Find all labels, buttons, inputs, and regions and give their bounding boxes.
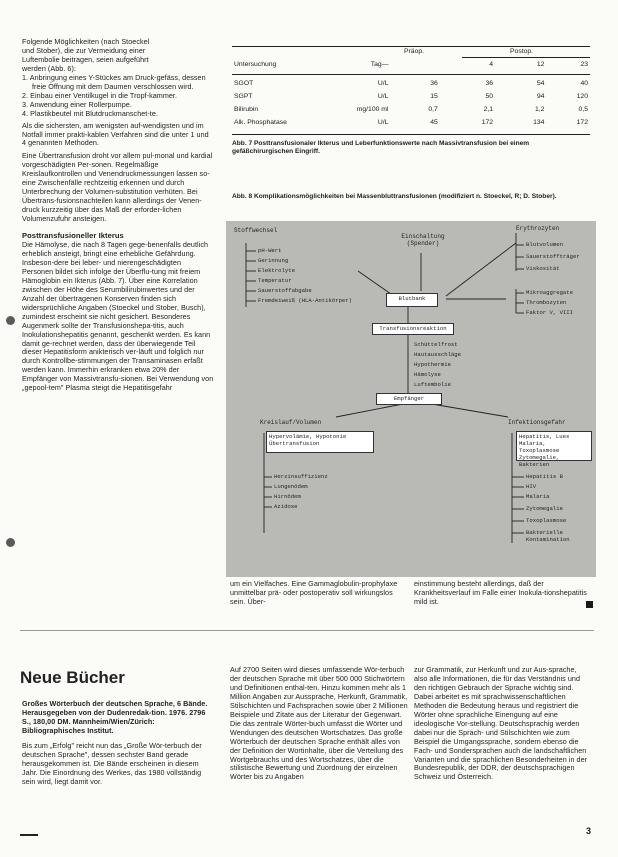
table-cell: 0,7	[428, 106, 438, 113]
punch-hole-top	[6, 316, 15, 325]
table-cell: 172	[481, 119, 494, 126]
infektion-box-line: Zytomegalie, Bakterien	[519, 454, 560, 468]
table-cell: U/L	[377, 80, 389, 87]
br-item: HIV	[526, 483, 537, 490]
table-cell: 120	[576, 93, 588, 100]
br-item: Zytomegalie	[526, 505, 563, 512]
table-cell: 36	[485, 80, 494, 87]
books-entry-bold: Großes Wörterbuch der deutschen Sprache, 6 Bände. Herausgegeben von der Dudenredak-tion. 1976. 2796 S., 180,00 DM. Mannheim/Wien/Zürich: Bibliographisches Institut.	[22, 699, 208, 735]
infektion-box	[516, 431, 592, 468]
table-cell: 36	[430, 80, 438, 87]
bl-item: Hirnödem	[274, 493, 301, 500]
list-item: 4. Plastikbeutel mit Blutdruckmanschet-te.	[22, 108, 158, 118]
right-lower-item: Mikroaggregate	[526, 289, 573, 296]
blutbank-box: Blutbank	[386, 293, 438, 307]
table-cell: 45	[430, 119, 438, 126]
intro-line-1: Folgende Möglichkeiten (nach Stoeckel	[22, 37, 150, 46]
end-mark	[586, 601, 593, 608]
table-cell: 94	[536, 93, 545, 100]
table-cell: mg/100 ml	[356, 106, 389, 113]
br-item: Bakterielle Kontamination	[526, 529, 570, 543]
table-header-rule	[232, 74, 590, 75]
br-item: Toxoplasmose	[526, 517, 567, 524]
table-header-cell: 4	[489, 61, 494, 68]
table-cell: 15	[430, 93, 438, 100]
diagram-abb8	[226, 221, 596, 577]
transfusionsreaktion-box: Transfusionsreaktion	[372, 323, 454, 335]
table-row	[232, 103, 590, 116]
below-figure-col1: um ein Vielfaches. Eine Gammaglobulin-prophylaxe unmittelbar prä- oder postoperativ soll wirkungslos sein. Über-	[230, 579, 398, 606]
books-col2: Auf 2700 Seiten wird dieses umfassende Wör-terbuch der deutschen Sprache mit über 500 000 Stichwörtern und Definitionen enthal-ten. Hinzu kommen mehr als 1 Million Angaben zur Aussprache, Herkunft, Grammatik, Stilschichten und Fachsprachen sowie über 2 Millionen Beispiele und Zitate aus der Literatur der Gegenwart. Die das zentrale Wörter-buch umfasst die Wörter und Wendungen des deutschen Wortschatzes. Das große Wörterbuch der deutschen Sprache enthält alles von der Definition der Wortinhalte, über die Verteilung des Wortgebrauchs und des Wortschatzes, über die stilistische Bewertung und Zuordnung der einzelnen Wörter bis zu Angaben	[230, 665, 408, 782]
infektion-box-line: Hepatitis, Lues	[519, 433, 570, 440]
intro-line-4: werden (Abb. 6):	[22, 63, 76, 73]
table-cell: Bilirubin	[234, 106, 259, 113]
list-item: 2. Einbau einer Ventilkugel in die Tropf-kammer.	[22, 90, 178, 100]
intro-line-2: und Stober), die zur Vermeidung einer	[22, 45, 146, 55]
table-cell: 54	[536, 80, 545, 87]
section-divider	[20, 630, 594, 631]
kreislauf-box-line: Übertransfusion	[269, 440, 320, 447]
table-cell: 0,5	[578, 106, 588, 113]
spender-title: Einschaltung (Spender)	[401, 233, 445, 247]
table-row	[232, 77, 590, 90]
table-cell: 172	[576, 119, 588, 126]
books-col3: zur Grammatik, zur Herkunft und zur Aus-sprache, also alle Informationen, die für das Verständnis und den richtigen Gebrauch der Sprache wichtig sind. Dabei arbeitet es mit sprachwissenschaftlichen Methoden die Bedeutung heraus und registriert die Wörter ohne sprachliche Einengung auf eine ideologische Vor-stellung. Deutschsprachig werden dabei nur die Sprach- und Stilschichten wie zum Beispiel die Umgangssprache, sondern ebenso die Fach- und Sondersprachen auch die landschaftlichen Varianten und die sprachlichen Besonderheiten in der Bundesrepublik, der DDR, der deutschsprachigen Schweiz und Österreich.	[414, 665, 588, 782]
table-header-cell: Tag—	[370, 61, 389, 68]
right-lower-item: Thrombozyten	[526, 299, 567, 306]
table-top-rule	[232, 46, 590, 47]
left-item: Sauerstoffabgabe	[258, 287, 312, 294]
table-group-post: Postop.	[510, 48, 534, 55]
br-item: Malaria	[526, 493, 550, 500]
books-col1-text: Bis zum „Erfolg" reicht nun das „Große Wör-terbuch der deutschen Sprache", dessen sechster Band gerade herausgekommen ist. Die Bände erscheinen in diesem Jahr. Die Einordnung des Werkes, das 1980 vollständig sein wird, liegt damit vor.	[22, 740, 202, 786]
kreislauf-box-line: Hypervolämie, Hypotonie	[269, 433, 347, 440]
br-item: Hepatitis B	[526, 473, 563, 480]
footer-mark	[20, 834, 38, 836]
caption-abb7: Abb. 7 Posttransfusionaler Ikterus und Leberfunktionswerte nach Massivtransfusion bei einem gefäßchirurgischen Eingriff.	[232, 140, 530, 155]
table-header-row	[232, 58, 590, 71]
center-item: Hämolyse	[414, 371, 441, 378]
table-bottom-rule	[232, 134, 590, 135]
left-item: Fremdeiweiß (HLA-Antikörper)	[258, 297, 352, 304]
list-item: 3. Anwendung einer Rollerpumpe.	[22, 99, 132, 109]
table-cell: 1,2	[535, 106, 545, 113]
table-cell: SGPT	[234, 93, 253, 100]
table-cell: 50	[485, 93, 494, 100]
table-row	[232, 90, 590, 103]
center-item: Hypothermie	[414, 361, 451, 368]
table-cell: U/L	[377, 119, 389, 126]
table-header-cell: 12	[536, 61, 545, 68]
punch-hole-bottom	[6, 538, 15, 547]
infektion-box-line: Malaria, Toxoplasmose	[519, 440, 560, 454]
table-abb7-body	[232, 77, 590, 129]
paragraph-2: Eine Übertransfusion droht vor allem pul-monal und kardial vorgeschädigten Per-sonen. Regelmäßige Kreislaufkontrollen und Venendruckmessungen lassen so-eine Zwischenfälle rechtzeitig erkennen und durch Unterbrechung der Volumen-substitution verhüten. Bei Übertrans-fusionsnachteilen kann allerdings der Venen-druck kurzzeitig über das Maß der erforder-lichen Volumenzufuhr ansteigen.	[22, 151, 213, 224]
kreislauf-box	[266, 431, 374, 453]
stoffwechsel-title: Stoffwechsel	[234, 227, 278, 234]
paragraph-3: Die Hämolyse, die nach 8 Tagen gege-benenfalls deutlich erheblich ansteigt, bringt eine erhebliche Gefährdung. Insbeson-dere bei leber- und nierengeschädigten Personen bildet sich infolge der Überflu-tung mit freiem Hämoglobin ein Ikterus (Abb. 7). Über eine Korrelation zwischen der Höhe des Serumbilirubinwertes und der Anzahl der übertragenen Konserven finden sich widersprüchliche Angaben (Stoeckel und Stober, Busch), zumindest erscheint sie nicht gesichert. Besonderes Augenmerk sollte der Transfusionshepa-titis, auch Inokulationshepatitis genannt, geschenkt werden. Es kann damit ge-rechnet werden, dass der überwiegende Teil dieser Hepatitisform anikterisch ver-läuft und folglich nur durch Kontrollbe-stimmungen der Transaminasen erfaßt werden kann. Immerhin erkranken etwa 20% der Empfänger von Massivtransfu-sionen. Bei Verwendung von „gepool-tem" Plasma steigt die Hepatitisgefahr	[22, 240, 214, 393]
empfaenger-box: Empfänger	[376, 393, 442, 405]
center-item: Luftembolie	[414, 381, 451, 388]
erythrozyten-title: Erythrozyten	[516, 225, 560, 232]
bl-item: Lungenödem	[274, 483, 308, 490]
right-item: Viskosität	[526, 265, 560, 272]
section-heading: Posttransfusioneller Ikterus	[22, 231, 124, 241]
table-header-cell: Untersuchung	[234, 61, 277, 68]
center-item: Schüttelfrost	[414, 341, 458, 348]
method-list	[22, 74, 214, 119]
left-item: Elektrolyte	[258, 267, 295, 274]
books-entry	[22, 700, 214, 787]
center-item: Hautausschläge	[414, 351, 461, 358]
table-group-pre: Präop.	[404, 48, 425, 55]
page-number: 3	[586, 826, 592, 836]
caption-abb8: Abb. 8 Komplikationsmöglichkeiten bei Massenbluttransfusionen (modifiziert n. Stoeckel, R; D. Stober).	[232, 193, 557, 200]
table-cell: 40	[580, 80, 588, 87]
books-title: Neue Bücher	[20, 668, 125, 687]
table-cell: U/L	[377, 93, 389, 100]
kreislauf-title: Kreislauf/Volumen	[260, 419, 322, 426]
right-item: Sauerstoffträger	[526, 253, 580, 260]
right-item: Blutvolumen	[526, 241, 563, 248]
table-header-cell	[391, 58, 440, 71]
left-item: Temperatur	[258, 277, 292, 284]
right-lower-item: Faktor V, VIII	[526, 309, 573, 316]
left-column	[22, 38, 214, 393]
paragraph-1: Als die sichersten, am wenigsten auf-wendigsten und im Notfall immer prakti-kablen Verfahren sind die unter 1 und 4 genannten Methoden.	[22, 120, 209, 148]
table-cell: 134	[533, 119, 545, 126]
table-cell: SGOT	[234, 80, 254, 87]
below-figure-col2: einstimmung besteht allerdings, daß der Krankheitsverlauf im Falle einer Inokula-tionshepatitis mild ist.	[414, 579, 587, 606]
table-row	[232, 116, 590, 129]
table-cell: Alk. Phosphatase	[234, 119, 287, 126]
bl-item: Azidose	[274, 503, 298, 510]
table-cell: 2,1	[483, 106, 494, 113]
table-header-cell: 23	[580, 61, 588, 68]
infektion-title: Infektionsgefahr	[508, 419, 566, 426]
list-item: 1. Anbringung eines Y-Stückes am Druck-gefäss, dessen freie Öffnung mit dem Daumen verschlossen wird.	[22, 72, 206, 91]
left-item: pH-Wert	[258, 247, 282, 254]
bl-item: Herzinsuffizienz	[274, 473, 328, 480]
table-abb7	[232, 58, 590, 71]
intro-line-3: Luftembolie beitragen, seien aufgeführt	[22, 54, 149, 64]
left-item: Gerinnung	[258, 257, 289, 264]
